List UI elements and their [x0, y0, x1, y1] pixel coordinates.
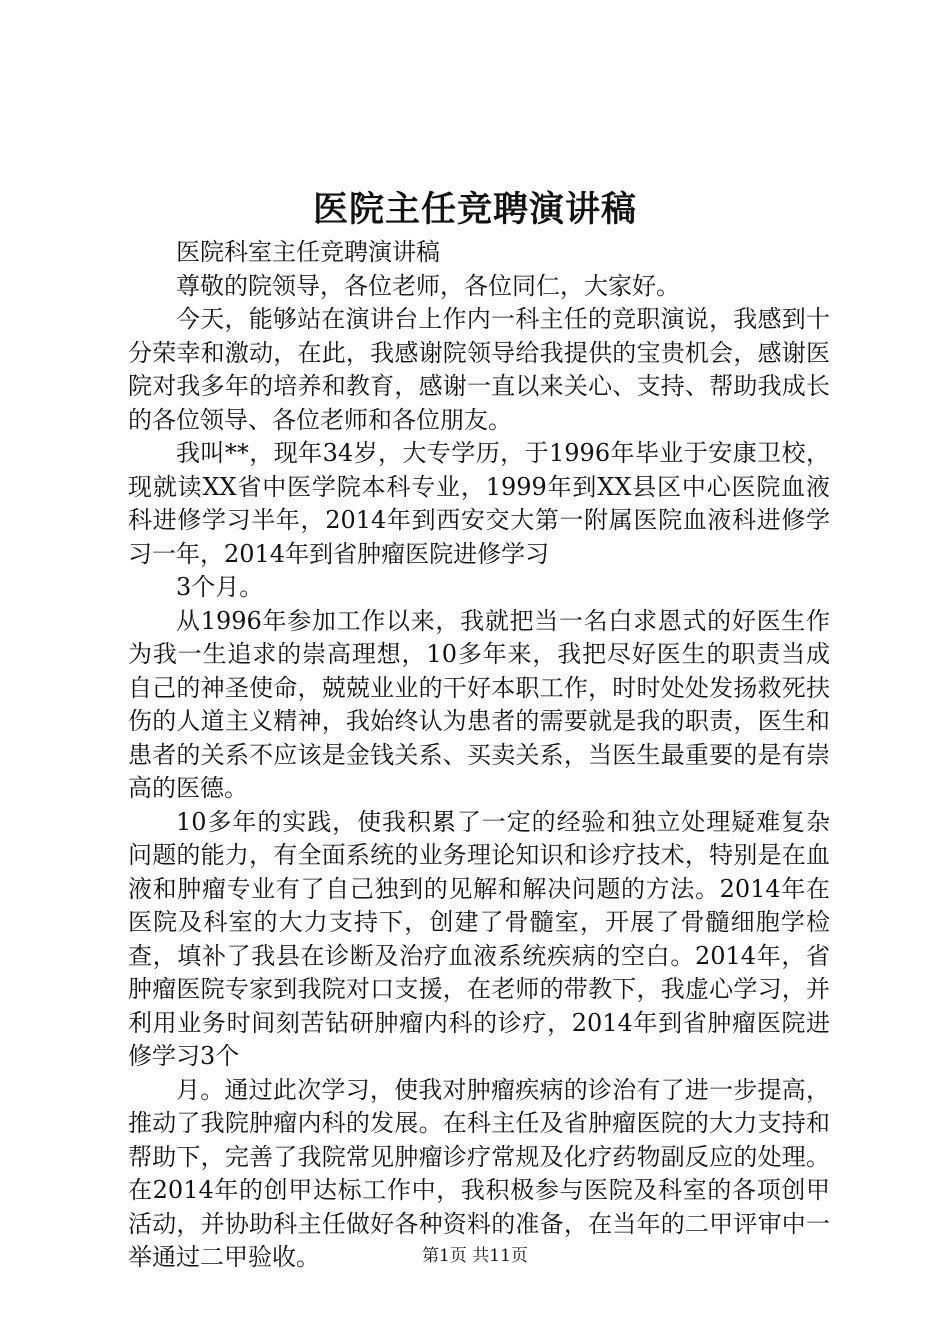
paragraph-subtitle: 医院科室主任竞聘演讲稿 — [176, 238, 440, 266]
page-number-footer: 第1页 共11页 — [422, 1246, 528, 1266]
paragraph-thanks: 今天，能够站在演讲台上作内一科主任的竞职演说，我感到十分荣幸和激动，在此，我感谢院领导给我提供的宝贵机会，感谢医院对我多年的培养和教育，感谢一直以来关心、支持、帮助我成长的各位领导、各位老师和各位朋友。 — [128, 305, 830, 434]
paragraph-achievements: 月。通过此次学习，使我对肿瘤疾病的诊治有了进一步提高，推动了我院肿瘤内科的发展。在科主任及省肿瘤医院的大力支持和帮助下，完善了我院常见肿瘤诊疗常规及化疗药物副反应的处理。在2014年的创甲达标工作中，我积极参与医院及科室的各项创甲活动，并协助科主任做好各种资料的准备，在当年的二甲评审中一举通过二甲验收。 — [128, 1075, 830, 1271]
paragraph-ideals: 从1996年参加工作以来，我就把当一名白求恩式的好医生作为我一生追求的崇高理想，10多年来，我把尽好医生的职责当成自己的神圣使命，兢兢业业的干好本职工作，时时处处发扬救死扶伤的人道主义精神，我始终认为患者的需要就是我的职责，医生和患者的关系不应该是金钱关系、买卖关系，当医生最重要的是有崇高的医德。 — [128, 606, 830, 802]
paragraph-duration: 3个月。 — [176, 573, 264, 601]
document-body — [128, 236, 830, 1275]
paragraph-experience: 10多年的实践，使我积累了一定的经验和独立处理疑难复杂问题的能力，有全面系统的业务理论知识和诊疗技术，特别是在血液和肿瘤专业有了自己独到的见解和解决问题的方法。2014年在医院及科室的大力支持下，创建了骨髓室，开展了骨髓细胞学检查，填补了我县在诊断及治疗血液系统疾病的空白。2014年，省肿瘤医院专家到我院对口支援，在老师的带教下，我虚心学习，并利用业务时间刻苦钻研肿瘤内科的诊疗，2014年到省肿瘤医院进修学习3个 — [128, 807, 830, 1070]
paragraph-greeting: 尊敬的院领导，各位老师，各位同仁，大家好。 — [176, 271, 680, 300]
paragraph-background: 我叫**，现年34岁，大专学历，于1996年毕业于安康卫校，现就读XX省中医学院本科专业，1999年到XX县区中心医院血液科进修学习半年，2014年到西安交大第一附属医院血液科进修学习一年，2014年到省肿瘤医院进修学习 — [128, 439, 830, 568]
document-title: 医院主任竞聘演讲稿 — [312, 189, 637, 230]
